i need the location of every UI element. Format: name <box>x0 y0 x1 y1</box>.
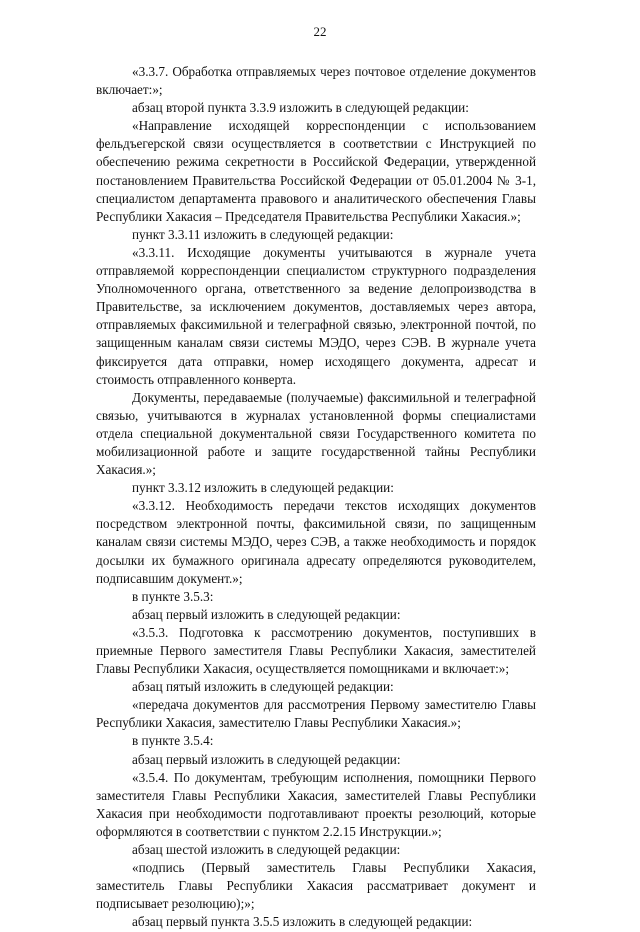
paragraph-instruction-3-5-4-sixth: абзац шестой изложить в следующей редакции: <box>132 842 401 858</box>
paragraph-instruction-3-5-4-first: абзац первый изложить в следующей редакции: <box>132 751 401 767</box>
page-number: 22 <box>313 24 327 39</box>
paragraph-3-5-3-quote: «3.5.3. Подготовка к рассмотрению документов, поступивших в приемные Первого заместителя Главы Республики Хакасия, заместителей Главы Республики Хакасия, осуществляется помощниками и включает:»; <box>96 624 536 677</box>
paragraph-3-3-7-quote: «3.3.7. Обработка отправляемых через почтовое отделение документов включает:»; <box>96 64 536 98</box>
paragraph-3-5-3-fifth-quote: «передача документов для рассмотрения Первому заместителю Главы Республики Хакасия, заместителю Главы Республики Хакасия.»; <box>96 697 536 731</box>
paragraph-in-3-5-3: в пункте 3.5.3: <box>132 588 214 604</box>
paragraph-3-3-12-quote: «3.3.12. Необходимость передачи текстов исходящих документов посредством электронной почты, факсимильной связи, по защищенным каналам связи системы МЭДО, через СЭВ, а также необходимость и порядок досылки их бумажного оригинала адресату определяются руководителем, подписавшим документ.»; <box>96 498 536 586</box>
paragraph-3-3-11-quote: «3.3.11. Исходящие документы учитываются в журнале учета отправляемой корреспонденции специалистом структурного подразделения Уполномоченного органа, ответственного за ведение делопроизводства в Правительстве, за исключением документов, доставляемых через автора, отправляемых факсимильной и телеграфной связью, электронной почтой, по защищенным каналам связи системы МЭДО, через СЭВ. В журнале учета фиксируется дата отправки, номер исходящего документа, адресат и стоимость отправленного конверта. <box>96 244 536 387</box>
paragraph-instruction-3-3-9: абзац второй пункта 3.3.9 изложить в следующей редакции: <box>132 100 469 116</box>
paragraph-3-5-4-quote: «3.5.4. По документам, требующим исполнения, помощники Первого заместителя Главы Республики Хакасия, заместителей Главы Республики Хакасия при необходимости подготавливают проекты резолюций, которые оформляются в соответствии с пунктом 2.2.15 Инструкции.»; <box>96 769 536 839</box>
paragraph-instruction-3-5-5: абзац первый пункта 3.5.5 изложить в следующей редакции: <box>132 914 473 930</box>
paragraph-3-3-11-continued: Документы, передаваемые (получаемые) факсимильной и телеграфной связью, учитываются в журналах установленной формы специалистами отдела специальной документальной связи Государственного комитета по мобилизационной работе и защите государственной тайны Республики Хакасия.»; <box>96 389 536 478</box>
paragraph-3-3-9-quote: «Направление исходящей корреспонденции с использованием фельдъегерской связи осуществляется в соответствии с Инструкцией по обеспечению режима секретности в Российской Федерации, утвержденной постановлением Правительства Российской Федерации от 05.01.2004 № 3-1, специалистом департамента правового и аналитического обеспечения Главы Республики Хакасия – Председателя Правительства Республики Хакасия.»; <box>96 118 536 224</box>
paragraph-3-5-4-sixth-quote: «подпись (Первый заместитель Главы Республики Хакасия, заместитель Главы Республики Хакасия рассматривает документ и подписывает резолюцию);»; <box>96 860 536 912</box>
paragraph-instruction-3-3-12: пункт 3.3.12 изложить в следующей редакции: <box>132 480 394 496</box>
document-body <box>96 63 536 932</box>
paragraph-instruction-3-5-3-first: абзац первый изложить в следующей редакции: <box>132 606 401 622</box>
paragraph-in-3-5-4: в пункте 3.5.4: <box>132 733 214 749</box>
paragraph-instruction-3-5-3-fifth: абзац пятый изложить в следующей редакции: <box>132 679 394 695</box>
paragraph-instruction-3-3-11: пункт 3.3.11 изложить в следующей редакции: <box>132 226 394 242</box>
